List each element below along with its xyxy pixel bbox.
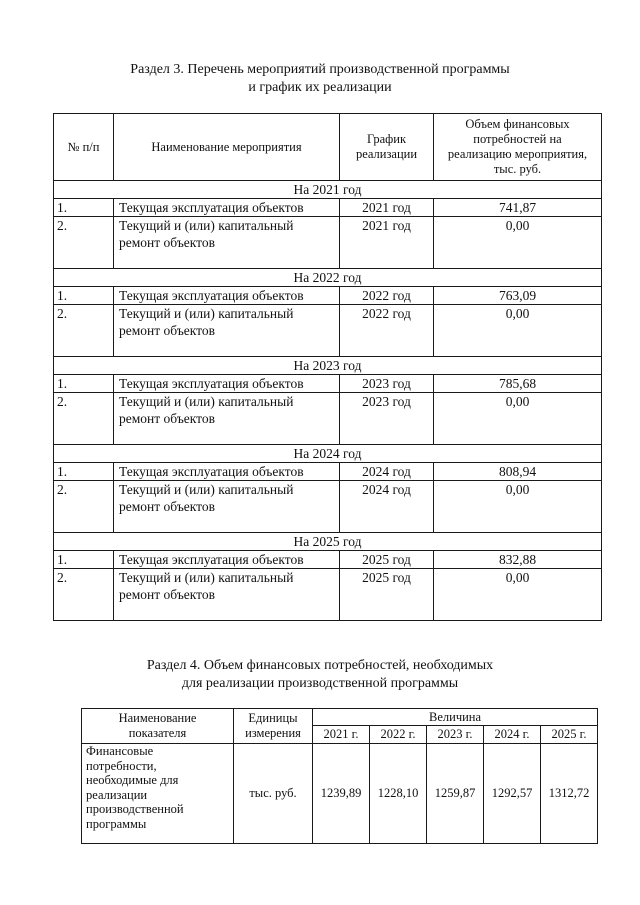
section4-table: [81, 708, 598, 844]
indicator-line: реализации: [86, 787, 148, 802]
year-group-row: [54, 533, 602, 551]
item-number: 1.: [54, 199, 114, 217]
item-value: 763,09: [434, 287, 602, 305]
item-schedule: 2025 год: [340, 551, 434, 569]
item-value: 0,00: [434, 217, 602, 269]
header-volume-line4: тыс. руб.: [493, 162, 542, 176]
item-name: [114, 217, 340, 269]
item-name: [114, 551, 340, 569]
year-group-label: На 2024 год: [54, 445, 602, 463]
header-volume-line1: Объем финансовых: [465, 117, 570, 131]
indicator-line: Финансовые: [86, 744, 154, 758]
item-value: 808,94: [434, 463, 602, 481]
item-name-line2: ремонт объектов: [119, 411, 216, 426]
item-name-line1: Текущая эксплуатация объектов: [119, 552, 304, 567]
item-name: [114, 287, 340, 305]
item-name-line1: Текущий и (или) капитальный: [119, 570, 294, 585]
indicator-line: потребности,: [86, 758, 157, 773]
header-schedule-line1: График: [366, 132, 407, 146]
table-row: [54, 199, 602, 217]
item-value: 0,00: [434, 569, 602, 621]
item-name-line2: ремонт объектов: [119, 235, 216, 250]
header-year-2024: 2024 г.: [484, 726, 541, 744]
year-group-label: На 2023 год: [54, 357, 602, 375]
item-number: 2.: [54, 305, 114, 357]
item-name-line1: Текущий и (или) капитальный: [119, 394, 294, 409]
header-schedule-line2: реализации: [355, 147, 418, 161]
item-schedule: 2024 год: [340, 481, 434, 533]
item-name-line1: Текущая эксплуатация объектов: [119, 464, 304, 479]
year-group-row: [54, 357, 602, 375]
item-schedule: 2024 год: [340, 463, 434, 481]
section4-header-row1: [82, 709, 598, 726]
item-value: 0,00: [434, 305, 602, 357]
header-volume-line2: потребностей на: [473, 132, 562, 146]
year-group-row: [54, 181, 602, 199]
item-name-line1: Текущий и (или) капитальный: [119, 218, 294, 233]
item-value: 741,87: [434, 199, 602, 217]
item-number: 2.: [54, 569, 114, 621]
item-number: 1.: [54, 463, 114, 481]
item-schedule: 2023 год: [340, 375, 434, 393]
item-name: [114, 199, 340, 217]
header-magnitude: Величина: [313, 709, 598, 726]
item-name: [114, 375, 340, 393]
item-value: 832,88: [434, 551, 602, 569]
year-group-row: [54, 445, 602, 463]
section4-title-line2: для реализации производственной программы: [181, 676, 459, 691]
item-schedule: 2022 год: [340, 305, 434, 357]
item-name: [114, 569, 340, 621]
header-year-2021: 2021 г.: [313, 726, 370, 744]
header-year-2025: 2025 г.: [541, 726, 598, 744]
value-2023: 1259,87: [427, 744, 484, 844]
table-row: [54, 393, 602, 445]
item-name-line1: Текущая эксплуатация объектов: [119, 200, 304, 215]
year-group-label: На 2021 год: [54, 181, 602, 199]
item-name: [114, 463, 340, 481]
table-row: [54, 463, 602, 481]
section4-heading: [0, 657, 640, 693]
item-number: 1.: [54, 551, 114, 569]
item-schedule: 2025 год: [340, 569, 434, 621]
item-name-line1: Текущая эксплуатация объектов: [119, 288, 304, 303]
value-2021: 1239,89: [313, 744, 370, 844]
year-group-row: [54, 269, 602, 287]
item-schedule: 2023 год: [340, 393, 434, 445]
item-number: 1.: [54, 287, 114, 305]
item-name-line1: Текущий и (или) капитальный: [119, 306, 294, 321]
indicator-line: программы: [86, 816, 147, 831]
item-name-line2: ремонт объектов: [119, 587, 216, 602]
item-name-line1: Текущая эксплуатация объектов: [119, 376, 304, 391]
section4-title-line1: Раздел 4. Объем финансовых потребностей, необходимых: [146, 658, 494, 673]
header-unit: [234, 709, 313, 744]
table-row: [54, 569, 602, 621]
value-2022: 1228,10: [370, 744, 427, 844]
table-row: [54, 305, 602, 357]
item-name-line2: ремонт объектов: [119, 499, 216, 514]
item-number: 2.: [54, 217, 114, 269]
item-value: 785,68: [434, 375, 602, 393]
year-group-label: На 2022 год: [54, 269, 602, 287]
section3-header-row: [54, 114, 602, 181]
table-row: [54, 481, 602, 533]
table-row: [54, 217, 602, 269]
item-name: [114, 305, 340, 357]
indicator-line: необходимые для: [86, 773, 179, 788]
header-unit-line2: измерения: [245, 726, 301, 740]
table-row: [54, 375, 602, 393]
section4-data-row: [82, 744, 598, 844]
unit-cell: тыс. руб.: [234, 744, 313, 844]
header-indicator-line2: показателя: [128, 726, 187, 740]
item-name: [114, 393, 340, 445]
header-volume-line3: реализацию мероприятия,: [447, 147, 588, 161]
header-num: № п/п: [54, 114, 114, 181]
item-number: 2.: [54, 481, 114, 533]
year-group-label: На 2025 год: [54, 533, 602, 551]
item-schedule: 2021 год: [340, 217, 434, 269]
item-schedule: 2021 год: [340, 199, 434, 217]
table-row: [54, 287, 602, 305]
section3-table: [53, 113, 602, 621]
header-unit-line1: Единицы: [248, 711, 298, 725]
item-name: [114, 481, 340, 533]
indicator-cell: [82, 744, 234, 844]
section3-title-line2: и график их реализации: [248, 80, 392, 95]
item-value: 0,00: [434, 393, 602, 445]
item-name-line2: ремонт объектов: [119, 323, 216, 338]
item-number: 2.: [54, 393, 114, 445]
value-2025: 1312,72: [541, 744, 598, 844]
indicator-line: производственной: [86, 802, 184, 817]
value-2024: 1292,57: [484, 744, 541, 844]
item-number: 1.: [54, 375, 114, 393]
item-name-line1: Текущий и (или) капитальный: [119, 482, 294, 497]
section3-title-line1: Раздел 3. Перечень мероприятий производственной программы: [130, 62, 510, 77]
header-indicator-line1: Наименование: [118, 711, 197, 725]
header-volume: [434, 114, 602, 181]
table-row: [54, 551, 602, 569]
header-year-2023: 2023 г.: [427, 726, 484, 744]
item-value: 0,00: [434, 481, 602, 533]
header-schedule: [340, 114, 434, 181]
item-schedule: 2022 год: [340, 287, 434, 305]
section3-heading: [0, 61, 640, 97]
header-name: Наименование мероприятия: [114, 114, 340, 181]
header-year-2022: 2022 г.: [370, 726, 427, 744]
header-indicator: [82, 709, 234, 744]
